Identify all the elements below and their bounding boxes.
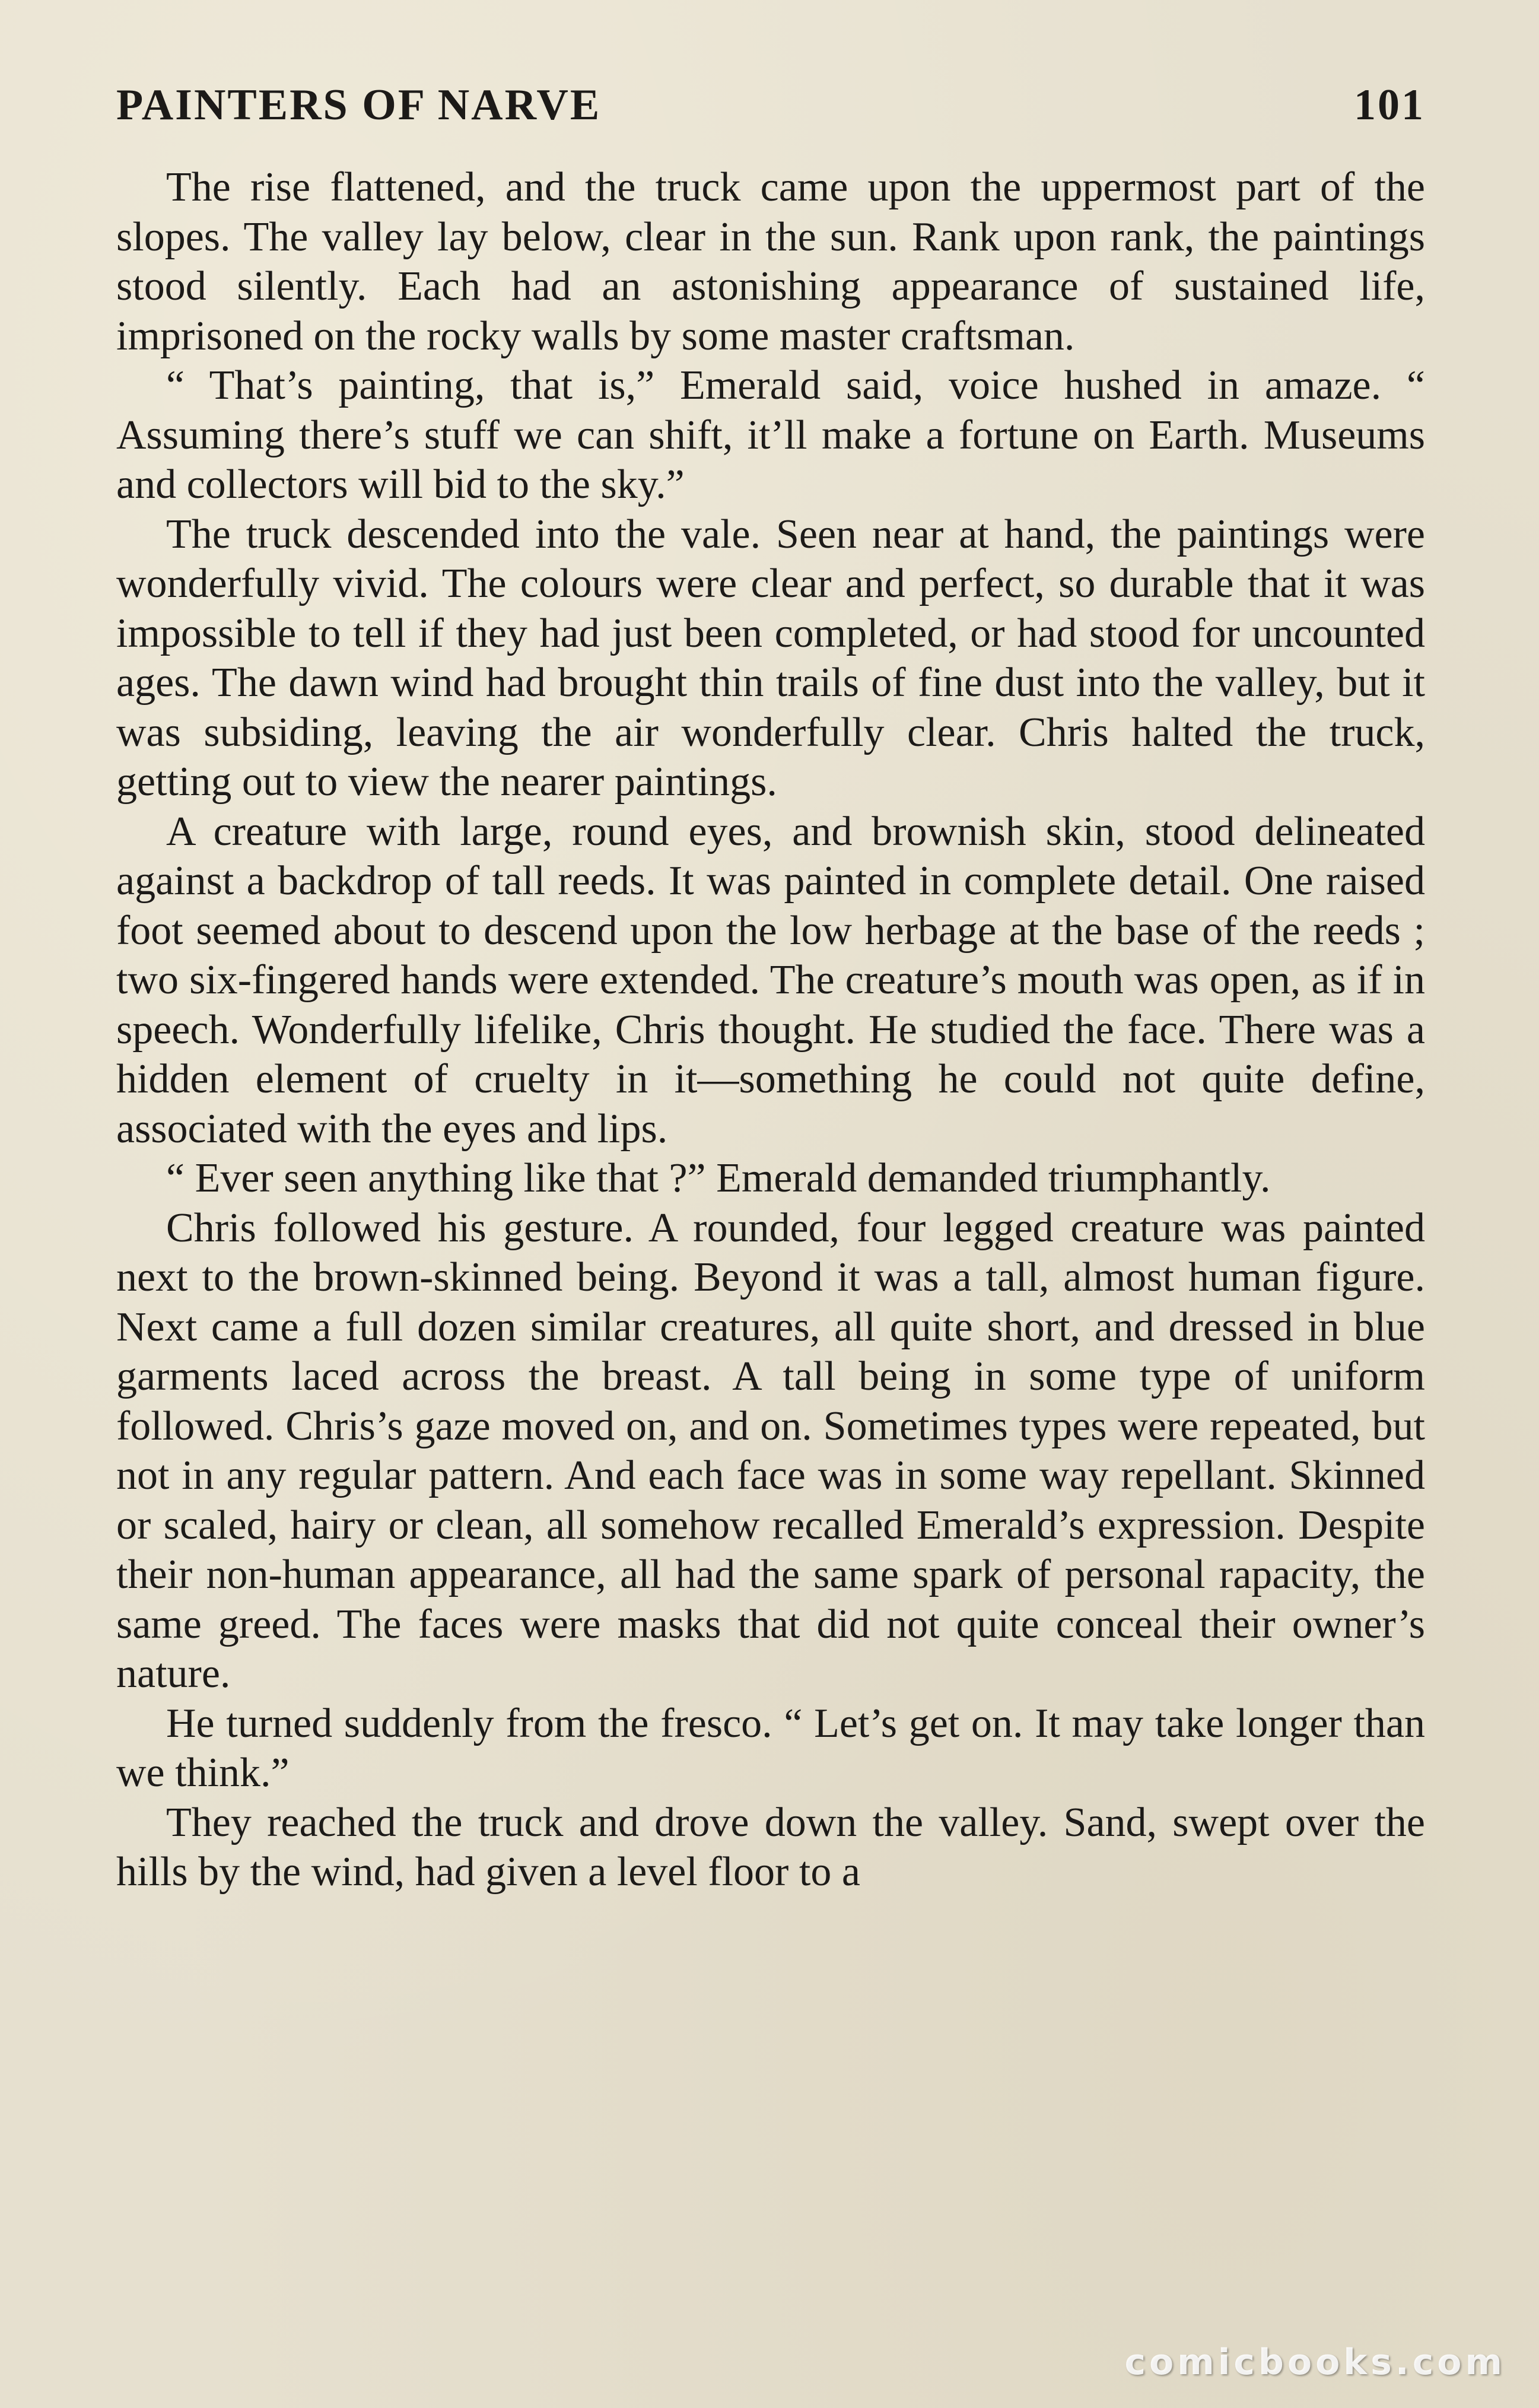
paragraph: He turned suddenly from the fresco. “ Let’s get on. It may take longer than we think.” xyxy=(116,1700,1425,1796)
paragraph: Chris followed his gesture. A rounded, four legged creature was painted next to the brown-skinned being. Beyond it was a tall, almost human figure. Next came a full dozen similar creatures, all quite short, and dressed in blue garments laced across the breast. A tall being in some type of uniform followed. Chris’s gaze moved on, and on. Sometimes types were repeated, but not in any regular pattern. And each face was in some way repellant. Skinned or scaled, hairy or clean, all somehow recalled Emerald’s expression. Despite their non-human appearance, all had the same spark of personal rapacity, the same greed. The faces were masks that did not quite conceal their owner’s nature. xyxy=(116,1205,1425,1697)
paragraph: “ Ever seen anything like that ?” Emerald demanded triumphantly. xyxy=(166,1155,1271,1201)
book-page xyxy=(116,83,1425,2338)
running-head xyxy=(116,83,1425,145)
paragraph: The truck descended into the vale. Seen near at hand, the paintings were wonderfully vivid. The colours were clear and perfect, so durable that it was impossible to tell if they had just been completed, or had stood for uncounted ages. The dawn wind had brought thin trails of fine dust into the valley, but it was subsiding, leaving the air wonderfully clear. Chris halted the truck, getting out to view the nearer paintings. xyxy=(116,511,1425,805)
paragraph: The rise flattened, and the truck came upon the uppermost part of the slopes. The valley lay below, clear in the sun. Rank upon rank, the paintings stood silently. Each had an astonishing appearance of sustained life, imprisoned on the rocky walls by some master craftsman. xyxy=(116,164,1425,359)
paragraph: A creature with large, round eyes, and brownish skin, stood delineated against a backdrop of tall reeds. It was painted in complete detail. One raised foot seemed about to descend upon the low herbage at the base of the reeds ; two six-fingered hands were extended. The creature’s mouth was open, as if in speech. Wonderfully lifelike, Chris thought. He studied the face. There was a hidden element of cruelty in it—something he could not quite define, associated with the eyes and lips. xyxy=(116,808,1425,1152)
paragraph: They reached the truck and drove down the valley. Sand, swept over the hills by the wind, had given a level floor to a xyxy=(116,1799,1425,1895)
page-number: 101 xyxy=(1354,81,1425,129)
paragraph: “ That’s painting, that is,” Emerald said, voice hushed in amaze. “ Assuming there’s stuff we can shift, it’ll make a fortune on Earth. Museums and collectors will bid to the sky.” xyxy=(116,363,1425,507)
body-text xyxy=(116,163,1425,1897)
watermark: comicbooks.com xyxy=(1124,2342,1506,2383)
running-head-title: PAINTERS OF NARVE xyxy=(116,81,602,129)
